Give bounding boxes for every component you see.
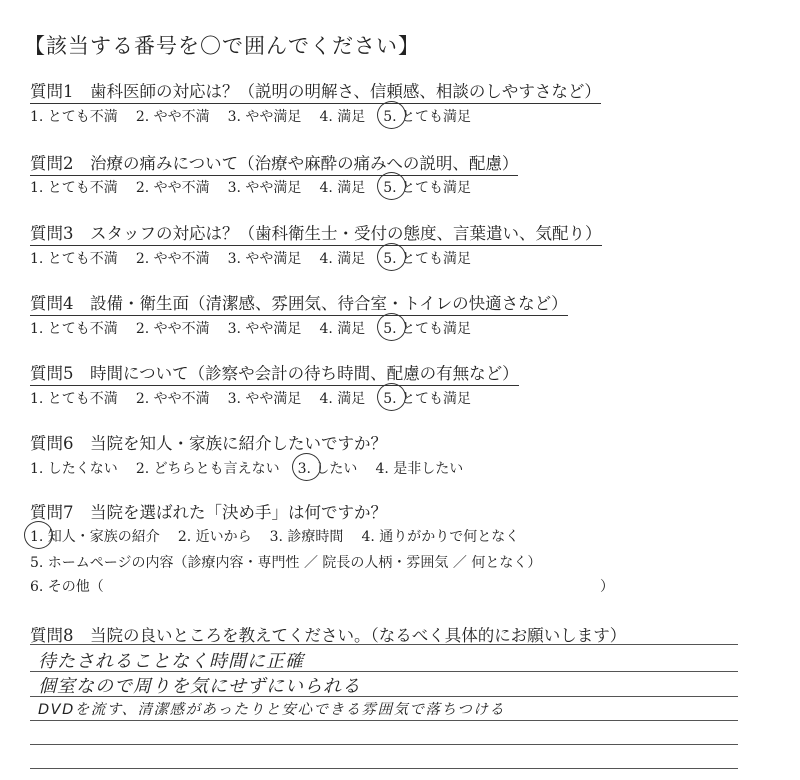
q4-option-2[interactable]: 2. やや不満	[135, 321, 210, 337]
q5-option-3[interactable]: 3. やや満足	[227, 391, 302, 407]
question-2-options	[30, 177, 489, 197]
question-2-label: 質問2 治療の痛みについて（治療や麻酔の痛みへの説明、配慮）	[30, 150, 518, 176]
question-3-label: 質問3 スタッフの対応は？（歯科衛生士・受付の態度、言葉遣い、気配り）	[30, 220, 602, 246]
question-4-options	[30, 318, 489, 338]
handwritten-answer-2: 個室なので周りを気にせずにいられる	[38, 676, 361, 697]
question-1-label: 質問1 歯科医師の対応は？（説明の明解さ、信頼感、相談のしやすさなど）	[30, 78, 601, 104]
q7-other-close-paren: ）	[600, 579, 614, 595]
q7-option-2[interactable]: 2. 近いから	[177, 529, 252, 545]
question-8-label: 質問8 当院の良いところを教えてください。（なるべく具体的にお願いします）	[30, 626, 627, 645]
q5-option-5[interactable]: 5. とても満足	[383, 388, 471, 408]
q3-option-5[interactable]: 5. とても満足	[383, 248, 471, 268]
answer-line-4	[30, 720, 738, 721]
question-5-options	[30, 388, 489, 408]
q3-option-1[interactable]: 1. とても不満	[30, 251, 118, 267]
question-4-label: 質問4 設備・衛生面（清潔感、雰囲気、待合室・トイレの快適さなど）	[30, 290, 568, 316]
q7-option-5[interactable]: 5. ホームページの内容（診療内容・専門性 ／ 院長の人柄・雰囲気 ／ 何となく）	[30, 555, 542, 571]
q2-option-3[interactable]: 3. やや満足	[227, 180, 302, 196]
q4-option-5[interactable]: 5. とても満足	[383, 318, 471, 338]
q2-option-4[interactable]: 4. 満足	[319, 180, 366, 196]
q7-option-1[interactable]: 1. 知人・家族の紹介	[30, 526, 160, 546]
question-3-options	[30, 248, 489, 268]
answer-line-5	[30, 744, 738, 745]
q3-option-4[interactable]: 4. 満足	[319, 251, 366, 267]
question-1-options	[30, 106, 489, 126]
q5-option-4[interactable]: 4. 満足	[319, 391, 366, 407]
q6-option-3[interactable]: 3. したい	[298, 458, 358, 478]
q1-option-4[interactable]: 4. 満足	[319, 109, 366, 125]
q4-option-4[interactable]: 4. 満足	[319, 321, 366, 337]
q6-option-1[interactable]: 1. したくない	[30, 461, 118, 477]
question-6-label: 質問6 当院を知人・家族に紹介したいですか？	[30, 434, 387, 453]
q7-option-6[interactable]: 6. その他（	[30, 579, 104, 595]
question-7-options	[30, 526, 537, 546]
q1-option-2[interactable]: 2. やや不満	[135, 109, 210, 125]
q5-option-2[interactable]: 2. やや不満	[135, 391, 210, 407]
q5-option-1[interactable]: 1. とても不満	[30, 391, 118, 407]
q2-option-2[interactable]: 2. やや不満	[135, 180, 210, 196]
q3-option-3[interactable]: 3. やや満足	[227, 251, 302, 267]
answer-line-1	[30, 644, 738, 645]
q6-option-2[interactable]: 2. どちらとも言えない	[135, 461, 280, 477]
question-6-options	[30, 458, 481, 478]
question-7-label: 質問7 当院を選ばれた「決め手」は何ですか？	[30, 503, 387, 522]
q2-option-5[interactable]: 5. とても満足	[383, 177, 471, 197]
q1-option-1[interactable]: 1. とても不満	[30, 109, 118, 125]
q3-option-2[interactable]: 2. やや不満	[135, 251, 210, 267]
q7-option-4[interactable]: 4. 通りがかりで何となく	[361, 529, 520, 545]
answer-line-6	[30, 768, 738, 769]
q1-option-5[interactable]: 5. とても満足	[383, 106, 471, 126]
q1-option-3[interactable]: 3. やや満足	[227, 109, 302, 125]
q2-option-1[interactable]: 1. とても不満	[30, 180, 118, 196]
page-title: 【該当する番号を〇で囲んでください】	[24, 34, 420, 58]
q7-option-3[interactable]: 3. 診療時間	[269, 529, 344, 545]
question-5-label: 質問5 時間について（診察や会計の待ち時間、配慮の有無など）	[30, 360, 519, 386]
q4-option-3[interactable]: 3. やや満足	[227, 321, 302, 337]
handwritten-answer-3: DVDを流す、清潔感があったりと安心できる雰囲気で落ちつける	[38, 702, 506, 718]
q6-option-4[interactable]: 4. 是非したい	[375, 461, 464, 477]
handwritten-answer-1: 待たされることなく時間に正確	[38, 651, 304, 672]
q4-option-1[interactable]: 1. とても不満	[30, 321, 118, 337]
